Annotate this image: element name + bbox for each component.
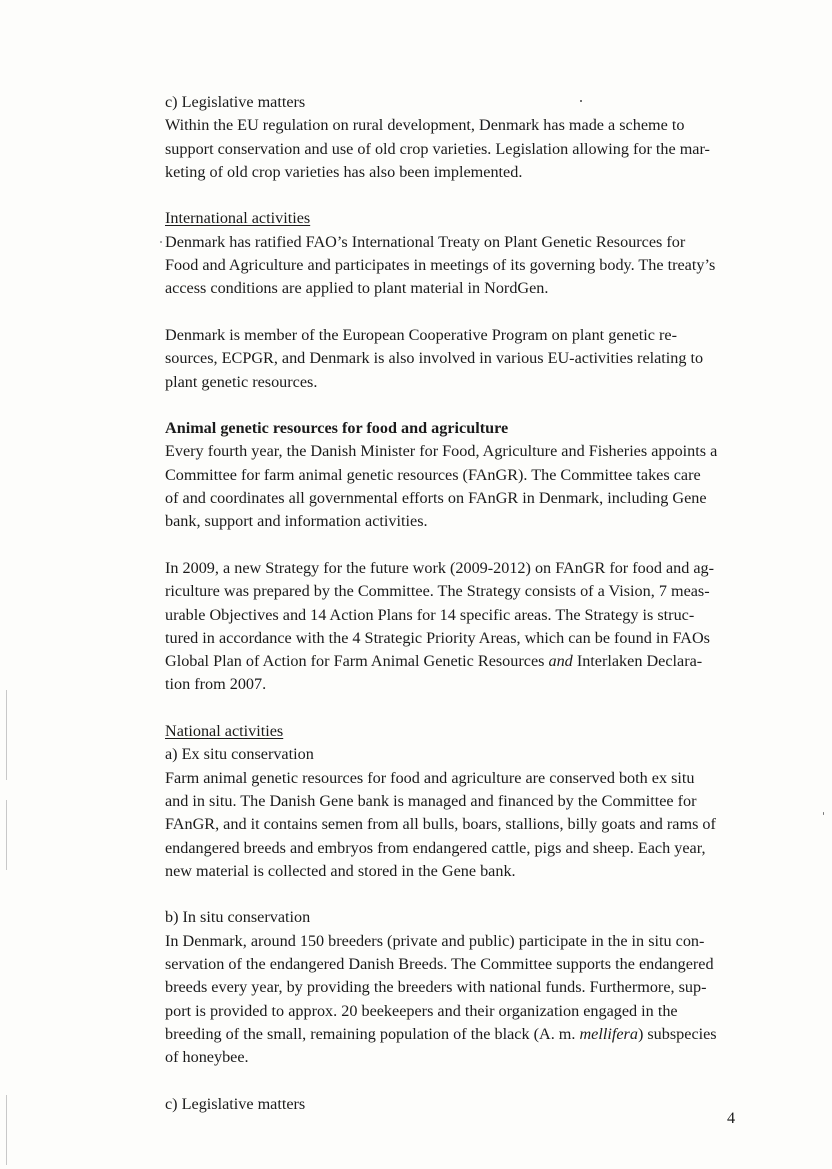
text-line: riculture was prepared by the Committee. The Strategy consists of a Vision, 7 meas- bbox=[165, 582, 710, 601]
scan-speck bbox=[160, 241, 162, 243]
paragraph-gap bbox=[165, 697, 747, 720]
subheading-legislative-matters: c) Legislative matters bbox=[165, 93, 306, 111]
text-line bbox=[165, 650, 747, 673]
text-line: new material is collected and stored in the Gene bank. bbox=[165, 861, 516, 880]
scan-speck bbox=[823, 812, 824, 815]
page-number: 4 bbox=[727, 1109, 736, 1127]
paragraph-animal-genetic-resources bbox=[165, 417, 747, 533]
text-line: Every fourth year, the Danish Minister for Food, Agriculture and Fisheries appoints a bbox=[165, 442, 718, 461]
text-line: In 2009, a new Strategy for the future work (2009-2012) on FAnGR for food and ag- bbox=[165, 558, 715, 577]
emphasis-mellifera: mellifera bbox=[579, 1024, 638, 1043]
text-line: Farm animal genetic resources for food and agriculture are conserved both ex situ bbox=[165, 768, 695, 787]
paragraph-gap bbox=[165, 301, 747, 324]
text-line: Food and Agriculture and participates in meetings of its governing body. The treaty’s bbox=[165, 256, 716, 275]
text-segment: Interlaken Declara- bbox=[576, 652, 703, 671]
text-line: of honeybee. bbox=[165, 1048, 249, 1067]
paragraph-strategy bbox=[165, 557, 747, 697]
emphasis-and: and bbox=[548, 652, 573, 671]
scan-edge-mark bbox=[6, 1095, 7, 1165]
paragraph-gap bbox=[165, 883, 747, 906]
paragraph-gap bbox=[165, 394, 747, 417]
text-line: tured in accordance with the 4 Strategic Priority Areas, which can be found in FAOs bbox=[165, 628, 710, 647]
text-line: bank, support and information activities. bbox=[165, 512, 428, 531]
text-line: servation of the endangered Danish Breeds. The Committee supports the endangered bbox=[165, 954, 714, 973]
text-line: tion from 2007. bbox=[165, 675, 267, 694]
section-heading-international-activities: International activities bbox=[165, 209, 311, 228]
text-line: of and coordinates all governmental efforts on FAnGR in Denmark, including Gene bbox=[165, 489, 707, 508]
paragraph-legislative-matters bbox=[165, 91, 747, 184]
paragraph-gap bbox=[165, 184, 747, 207]
text-segment: Global Plan of Action for Farm Animal Genetic Resources bbox=[165, 652, 545, 671]
text-line: keting of old crop varieties has also been implemented. bbox=[165, 162, 523, 181]
text-line: access conditions are applied to plant material in NordGen. bbox=[165, 279, 549, 298]
paragraph-national-activities bbox=[165, 720, 747, 883]
text-line: In Denmark, around 150 breeders (private and public) participate in the in situ con- bbox=[165, 931, 705, 950]
text-line: sources, ECPGR, and Denmark is also involved in various EU-activities relating to bbox=[165, 349, 704, 368]
text-line: support conservation and use of old crop varieties. Legislation allowing for the mar- bbox=[165, 139, 710, 158]
text-line: urable Objectives and 14 Action Plans for 14 specific areas. The Strategy is struc- bbox=[165, 605, 695, 624]
text-line: Committee for farm animal genetic resources (FAnGR). The Committee takes care bbox=[165, 465, 701, 484]
text-segment: breeding of the small, remaining population of the black (A. m. bbox=[165, 1024, 576, 1043]
subheading-legislative-matters: c) Legislative matters bbox=[165, 1094, 306, 1113]
text-segment: ) subspecies bbox=[637, 1024, 717, 1043]
text-line: Within the EU regulation on rural development, Denmark has made a scheme to bbox=[165, 116, 685, 135]
scan-edge-mark bbox=[6, 800, 7, 870]
text-line: FAnGR, and it contains semen from all bulls, boars, stallions, billy goats and rams of bbox=[165, 815, 716, 834]
section-heading-animal-genetic-resources: Animal genetic resources for food and agriculture bbox=[165, 419, 509, 438]
text-line: Denmark has ratified FAO’s International Treaty on Plant Genetic Resources for bbox=[165, 232, 686, 251]
text-line: port is provided to approx. 20 beekeepers and their organization engaged in the bbox=[165, 1001, 678, 1020]
text-line: Denmark is member of the European Cooperative Program on plant genetic re- bbox=[165, 325, 677, 344]
scan-edge-mark bbox=[6, 690, 7, 780]
subheading-ex-situ: a) Ex situ conservation bbox=[165, 745, 314, 764]
paragraph-gap bbox=[165, 534, 747, 557]
paragraph-legislative-matters-2 bbox=[165, 1093, 747, 1116]
text-line: breeds every year, by providing the breeders with national funds. Furthermore, sup- bbox=[165, 978, 707, 997]
paragraph-international-activities bbox=[165, 207, 747, 300]
paragraph-in-situ bbox=[165, 906, 747, 1069]
text-line bbox=[165, 1023, 747, 1046]
text-line: endangered breeds and embryos from endangered cattle, pigs and sheep. Each year, bbox=[165, 838, 706, 857]
section-heading-national-activities: National activities bbox=[165, 722, 284, 741]
subheading-in-situ: b) In situ conservation bbox=[165, 908, 311, 927]
paragraph-gap bbox=[165, 1069, 747, 1092]
text-line: and in situ. The Danish Gene bank is managed and financed by the Committee for bbox=[165, 791, 697, 810]
document-body bbox=[165, 91, 747, 1116]
paragraph-ecpgr bbox=[165, 324, 747, 394]
scan-speck bbox=[580, 100, 582, 102]
text-line: plant genetic resources. bbox=[165, 372, 318, 391]
